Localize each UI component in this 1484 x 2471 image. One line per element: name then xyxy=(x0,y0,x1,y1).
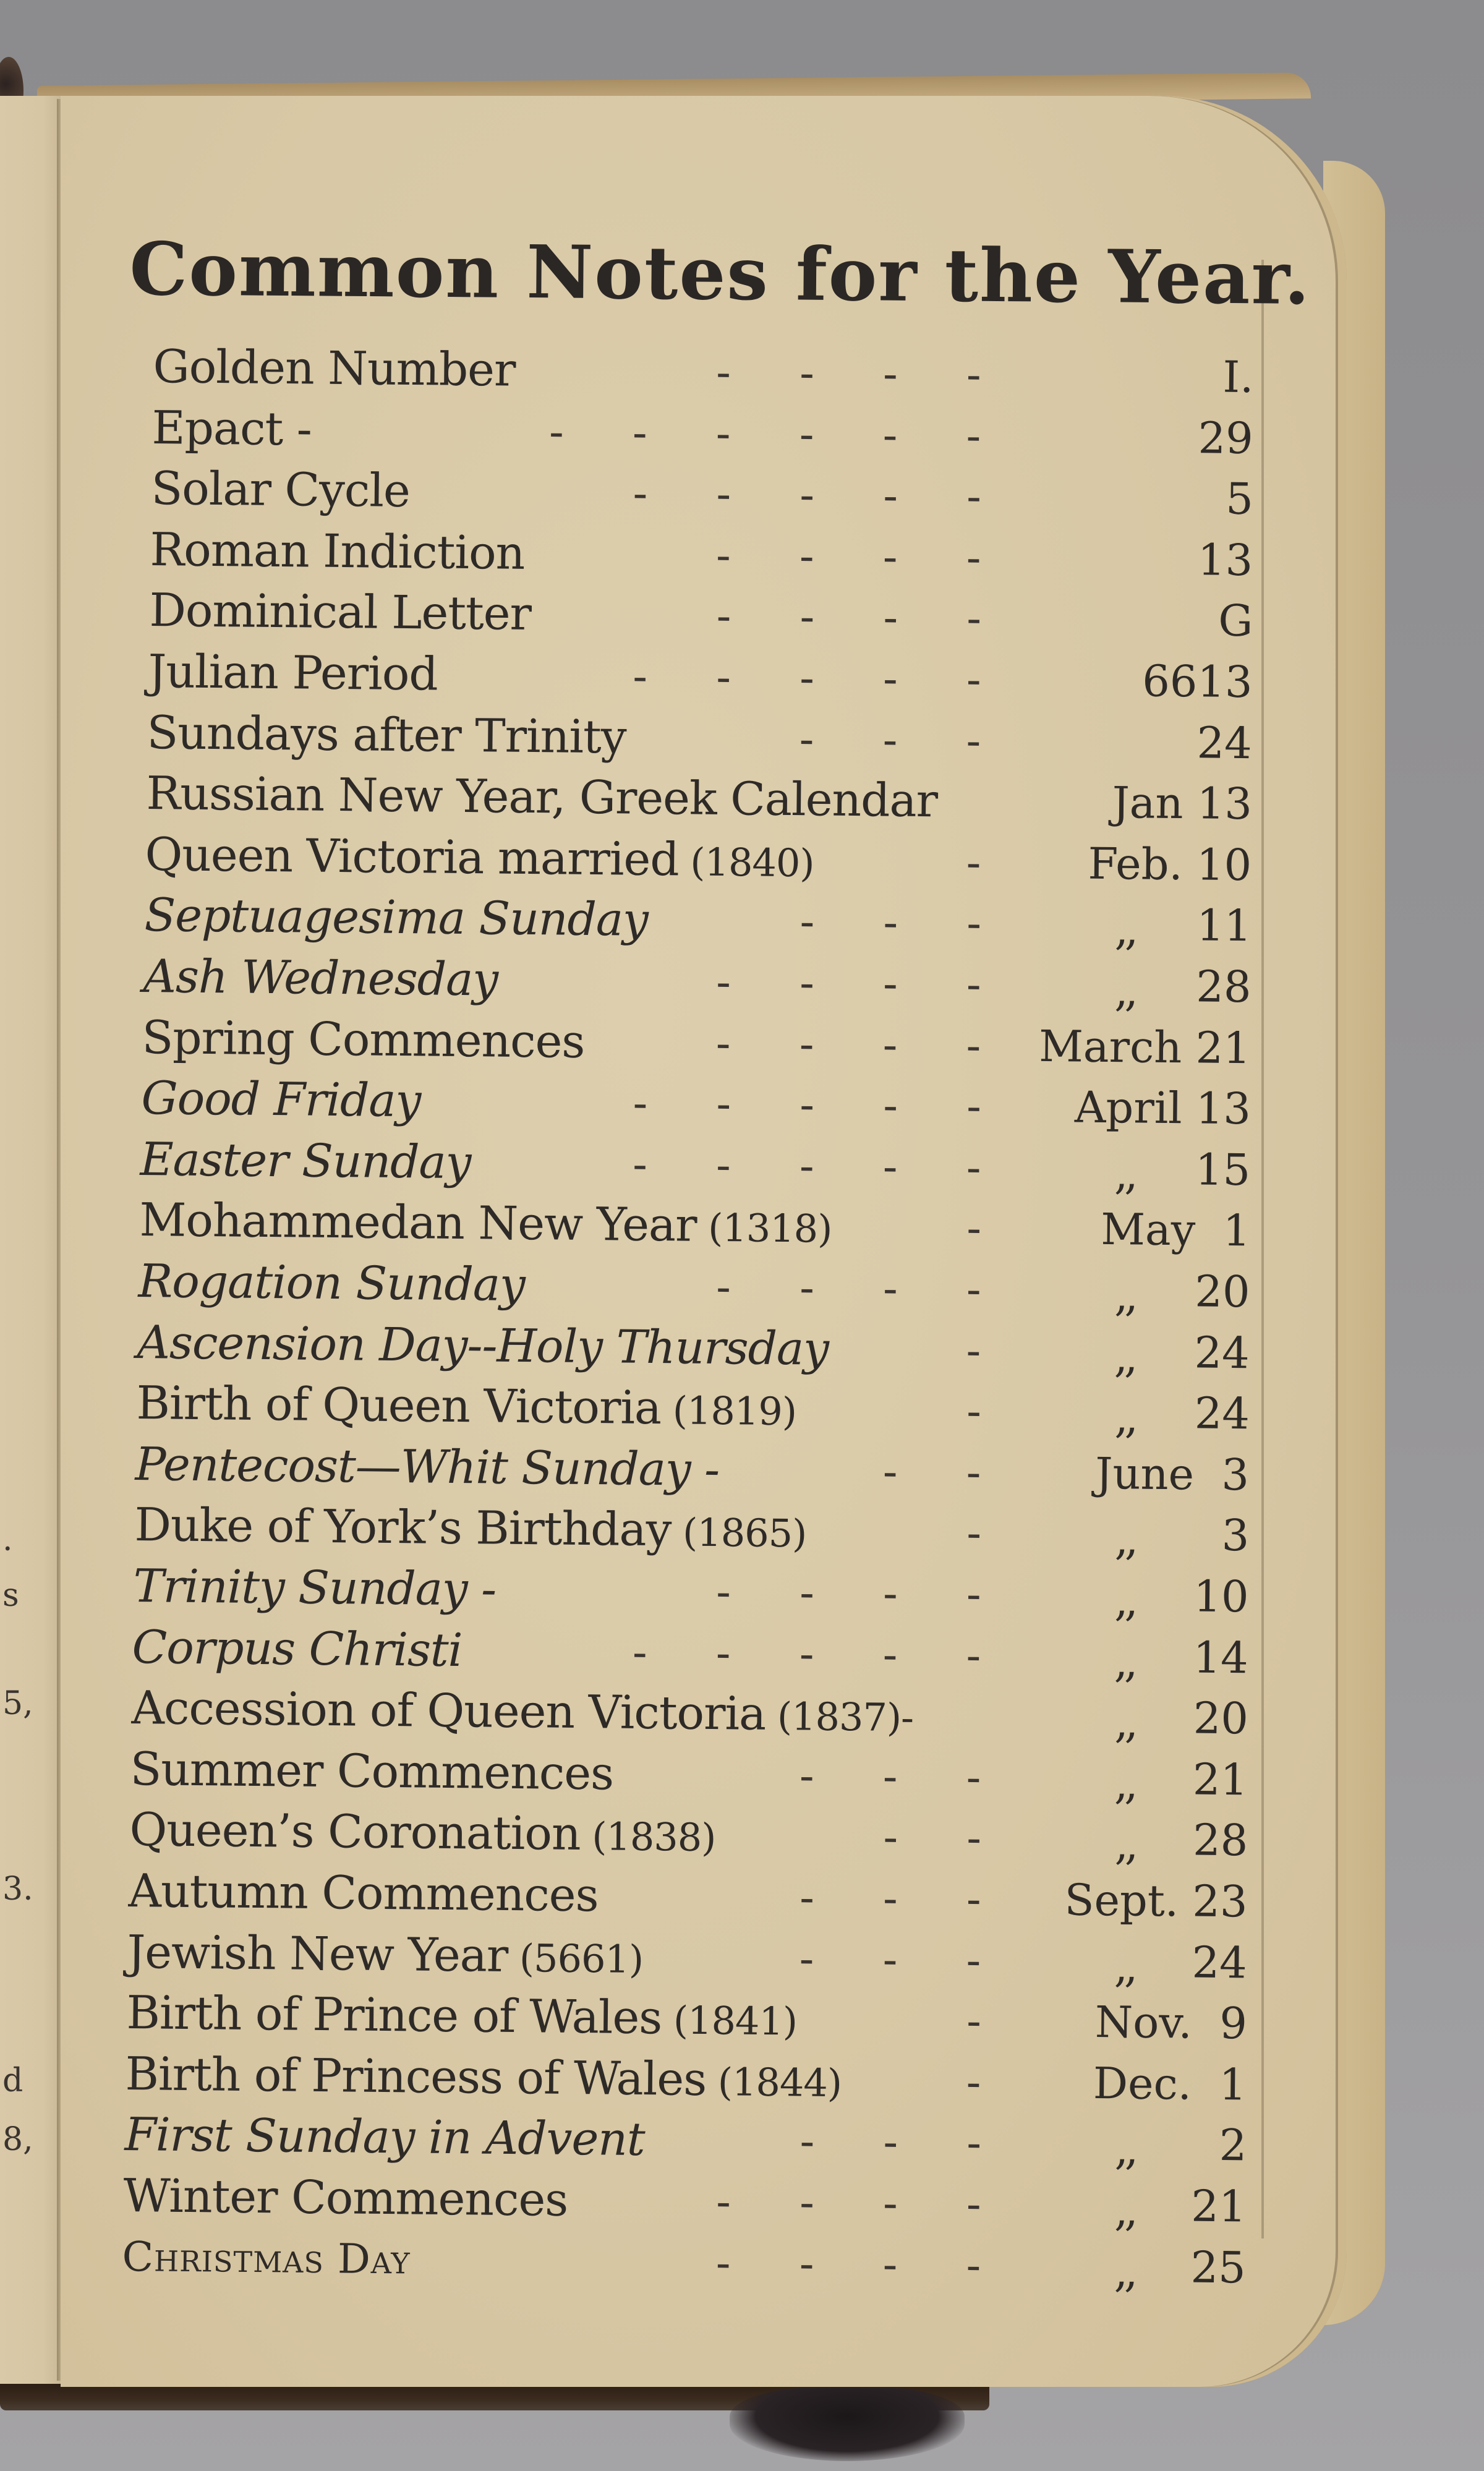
entry-label-text: Birth of Princess of Wales xyxy=(125,2047,707,2106)
entry-label xyxy=(151,461,410,519)
leader-dots: - - - - xyxy=(715,956,982,1010)
note-entry xyxy=(130,1741,1248,1809)
entry-value: 28 xyxy=(1192,1814,1248,1866)
note-entry xyxy=(125,2046,1247,2112)
entry-value: June 3 xyxy=(1094,1448,1250,1501)
ditto-mark: ,, xyxy=(1114,2185,1135,2236)
entry-value: April 13 xyxy=(1074,1082,1252,1135)
entry-label-text: Russian New Year, Greek Calendar xyxy=(146,767,938,828)
entry-label-text: First Sunday in Advent xyxy=(124,2108,646,2167)
entry-label xyxy=(149,583,531,642)
entry-label xyxy=(144,887,648,948)
entry-label-text: Accession of Queen Victoria xyxy=(131,1681,766,1741)
entry-value: 14 xyxy=(1193,1632,1249,1683)
ditto-mark: ,, xyxy=(1114,1940,1135,1992)
ditto-mark: ,, xyxy=(1114,1636,1135,1688)
entry-label-text: Dominical Letter xyxy=(149,584,532,641)
leader-dots: - - - - xyxy=(716,591,982,644)
entry-year: (5661) xyxy=(507,1935,644,1982)
entry-label-text: Corpus Christi xyxy=(132,1620,463,1677)
leader-dots: - xyxy=(966,1508,982,1559)
entry-label-text: Golden Number xyxy=(153,339,516,397)
leader-dots: - - - xyxy=(799,1933,981,1986)
leader-dots: - - - xyxy=(800,896,982,949)
page-title: Common Notes for the Year. xyxy=(129,226,1311,322)
ditto-mark: ,, xyxy=(1114,1148,1135,1200)
entry-value: 13 xyxy=(1197,534,1253,586)
entry-value: I. xyxy=(1222,351,1254,403)
entry-label xyxy=(122,2229,411,2287)
leader-dots: - - - - - xyxy=(633,1077,982,1132)
left-fragment: 3. xyxy=(2,1871,33,1908)
entry-value: 3 xyxy=(1221,1510,1250,1561)
entry-label xyxy=(124,2107,645,2167)
entry-year: (1865) xyxy=(671,1509,807,1556)
leader-dots: - - - xyxy=(799,1872,982,1925)
note-entry xyxy=(146,766,1260,832)
entry-label xyxy=(129,1802,716,1866)
leader-dots: - xyxy=(966,1995,982,2047)
entry-value: 21 xyxy=(1191,2180,1247,2232)
entry-value: 25 xyxy=(1190,2242,1247,2294)
entry-value: Sept. 23 xyxy=(1064,1874,1248,1927)
entry-label xyxy=(145,827,814,891)
entry-value: 20 xyxy=(1193,1692,1249,1744)
ditto-mark: ,, xyxy=(1114,1819,1135,1870)
ditto-mark: ,, xyxy=(1114,1697,1135,1748)
leader-dots: - - - xyxy=(799,1750,981,1803)
entry-label-text: Queen’s Coronation xyxy=(129,1803,581,1861)
entry-year: (1844) xyxy=(706,2059,842,2106)
left-fragment: . xyxy=(2,1521,13,1558)
leader-dots: - - - - - xyxy=(633,467,982,523)
entry-label xyxy=(132,1620,463,1678)
entry-label xyxy=(133,1558,496,1618)
note-entry xyxy=(139,1192,1253,1258)
entry-label xyxy=(153,339,516,398)
entry-year: (1837)- xyxy=(765,1694,914,1741)
note-entry xyxy=(149,583,1263,649)
entry-year: (1840) xyxy=(678,839,814,886)
note-entry xyxy=(132,1620,1249,1688)
note-entry xyxy=(147,705,1260,771)
entry-label-text: Christmas Day xyxy=(122,2232,411,2284)
entry-label-text: Roman Indiction xyxy=(150,523,525,580)
note-entry xyxy=(140,1132,1253,1198)
entry-value: 24 xyxy=(1196,717,1253,769)
leader-dots: - - xyxy=(883,1812,982,1864)
leader-dots: - - - - xyxy=(715,1566,982,1620)
entry-value: 24 xyxy=(1194,1388,1250,1440)
entry-label xyxy=(141,1070,421,1129)
note-entry xyxy=(136,1375,1250,1441)
note-entry xyxy=(151,400,1265,466)
entry-value: 6613 xyxy=(1141,655,1253,708)
entry-label-text: Solar Cycle xyxy=(151,462,411,518)
left-fragment: 5, xyxy=(2,1685,33,1722)
note-entry xyxy=(124,2107,1247,2175)
note-entry xyxy=(127,1924,1248,1992)
note-entry xyxy=(135,1436,1248,1503)
entry-value: March 21 xyxy=(1038,1020,1252,1073)
entry-label-text: Queen Victoria married xyxy=(145,827,680,887)
entry-label-text: Good Friday xyxy=(141,1072,421,1128)
note-entry xyxy=(141,1070,1255,1137)
ditto-mark: ,, xyxy=(1114,1270,1135,1321)
leader-dots: - xyxy=(966,2056,981,2108)
entry-label xyxy=(151,400,312,457)
leader-dots: - - - - - xyxy=(633,651,982,705)
entry-value: 21 xyxy=(1192,1754,1248,1806)
note-entry xyxy=(126,1985,1248,2051)
entry-value: 10 xyxy=(1193,1571,1249,1623)
note-entry xyxy=(133,1558,1247,1624)
note-entry xyxy=(138,1253,1252,1320)
note-entry xyxy=(131,1680,1249,1748)
leader-dots: - - - - - xyxy=(632,1138,981,1193)
entry-label-text: Sundays after Trinity xyxy=(147,706,626,764)
leader-dots: - - - - - xyxy=(632,1626,981,1681)
left-fragment: 8, xyxy=(2,2121,33,2158)
leader-dots: - xyxy=(966,837,981,888)
leader-dots: - xyxy=(966,1386,982,1437)
entry-value: G xyxy=(1217,595,1253,647)
entry-year: (1838) xyxy=(580,1814,716,1861)
note-entry xyxy=(153,339,1266,405)
note-entry xyxy=(150,522,1263,588)
note-entry xyxy=(129,1802,1248,1870)
entry-label xyxy=(150,522,525,581)
note-entry xyxy=(148,644,1261,710)
entry-label xyxy=(137,1315,829,1377)
note-entry xyxy=(144,887,1258,954)
entry-value: 5 xyxy=(1225,473,1254,525)
leader-dots: - - - xyxy=(799,713,981,766)
entry-label xyxy=(130,1741,613,1801)
note-entry xyxy=(142,1010,1255,1076)
entry-label xyxy=(146,766,937,829)
entry-label-text: Birth of Prince of Wales xyxy=(126,1986,662,2045)
entry-value: 20 xyxy=(1195,1266,1250,1318)
entry-label-text: Winter Commences xyxy=(123,2169,568,2227)
entry-label-text: Ascension Day--Holy Thursday xyxy=(137,1315,829,1376)
leader-dots: - - xyxy=(882,1446,981,1498)
ditto-mark: ,, xyxy=(1114,1331,1135,1383)
left-fragment: s xyxy=(2,1577,19,1614)
leader-dots: - - - - xyxy=(715,1261,982,1315)
left-fragment: d xyxy=(2,2062,23,2099)
entry-label-text: Trinity Sunday - xyxy=(133,1560,497,1616)
entry-label xyxy=(140,1132,471,1190)
entry-value: 15 xyxy=(1195,1144,1251,1196)
entry-label-text: Julian Period xyxy=(148,644,438,701)
ditto-mark: ,, xyxy=(1114,1514,1135,1565)
entry-label-text: Duke of York’s Birthday xyxy=(134,1498,672,1557)
entry-label xyxy=(136,1375,796,1440)
entry-label xyxy=(148,644,438,702)
leader-dots: - xyxy=(966,1203,982,1254)
note-entry xyxy=(128,1863,1248,1929)
entry-value: Dec. 1 xyxy=(1093,2057,1247,2110)
note-entry xyxy=(143,949,1256,1015)
entry-label-text: Autumn Commences xyxy=(128,1864,599,1923)
entry-label-text: Septuagesima Sunday xyxy=(144,889,649,947)
entry-label xyxy=(139,1192,832,1257)
leader-dots: - - - xyxy=(800,2115,982,2169)
entry-year: (1819) xyxy=(660,1388,797,1435)
entry-label xyxy=(142,1010,585,1070)
ditto-mark: ,, xyxy=(1114,1758,1135,1809)
ditto-mark: ,, xyxy=(1114,965,1135,1017)
leader-dots: - xyxy=(966,1325,981,1376)
entry-value: 24 xyxy=(1194,1327,1250,1378)
entry-label xyxy=(134,1497,807,1561)
note-entry xyxy=(134,1497,1248,1563)
entry-value: 2 xyxy=(1219,2120,1247,2171)
leader-dots: - - - - - - xyxy=(548,406,981,461)
entry-year: (1841) xyxy=(661,1997,798,2044)
entry-value: Jan 13 xyxy=(1112,777,1253,830)
entry-value: Feb. 10 xyxy=(1088,838,1252,890)
ditto-mark: ,, xyxy=(1114,2123,1135,2175)
entry-label-text: Mohammedan New Year xyxy=(139,1193,697,1253)
leader-dots: - - - - xyxy=(715,1017,981,1071)
leader-dots: - - - - xyxy=(715,529,981,583)
entry-label xyxy=(135,1436,719,1498)
entry-label-text: Easter Sunday xyxy=(140,1132,471,1189)
leader-dots: - - - - xyxy=(715,2237,981,2290)
entry-label xyxy=(123,2168,568,2228)
entry-label-text: Epact - xyxy=(151,401,312,456)
entry-label xyxy=(138,1253,525,1313)
entry-label-text: Spring Commences xyxy=(142,1010,585,1069)
entry-value: May 1 xyxy=(1100,1204,1251,1257)
note-entry xyxy=(145,827,1258,893)
note-entry xyxy=(137,1315,1250,1381)
note-entry xyxy=(122,2229,1247,2297)
note-entry xyxy=(123,2168,1247,2236)
entry-label-text: Jewish New Year xyxy=(127,1925,508,1982)
entry-year: (1318) xyxy=(696,1205,832,1252)
entry-label xyxy=(143,949,498,1008)
entry-label xyxy=(128,1863,599,1923)
entry-label xyxy=(131,1680,913,1746)
ditto-mark: ,, xyxy=(1114,1575,1135,1626)
entry-value: Nov. 9 xyxy=(1094,1997,1248,2049)
entry-label xyxy=(125,2046,842,2111)
entry-label-text: Summer Commences xyxy=(130,1742,614,1801)
note-entry xyxy=(151,461,1264,527)
entry-label-text: Rogation Sunday xyxy=(138,1254,526,1312)
entry-label-text: Ash Wednesday xyxy=(143,949,498,1007)
entry-label xyxy=(126,1985,797,2049)
leader-dots: - - - - xyxy=(715,2176,982,2230)
leader-dots: - - - - xyxy=(715,346,982,400)
entry-value: 24 xyxy=(1192,1937,1248,1988)
ditto-mark: ,, xyxy=(1114,1392,1135,1443)
entry-label xyxy=(127,1924,643,1987)
entry-label-text: Pentecost—Whit Sunday - xyxy=(135,1437,720,1496)
entry-value: 28 xyxy=(1196,961,1252,1013)
ditto-mark: ,, xyxy=(1114,2245,1135,2297)
entry-label-text: Birth of Queen Victoria xyxy=(136,1376,662,1435)
entry-label xyxy=(147,705,626,765)
ditto-mark: ,, xyxy=(1114,904,1135,955)
entry-value: 11 xyxy=(1196,900,1252,952)
entry-value: 29 xyxy=(1198,412,1254,464)
